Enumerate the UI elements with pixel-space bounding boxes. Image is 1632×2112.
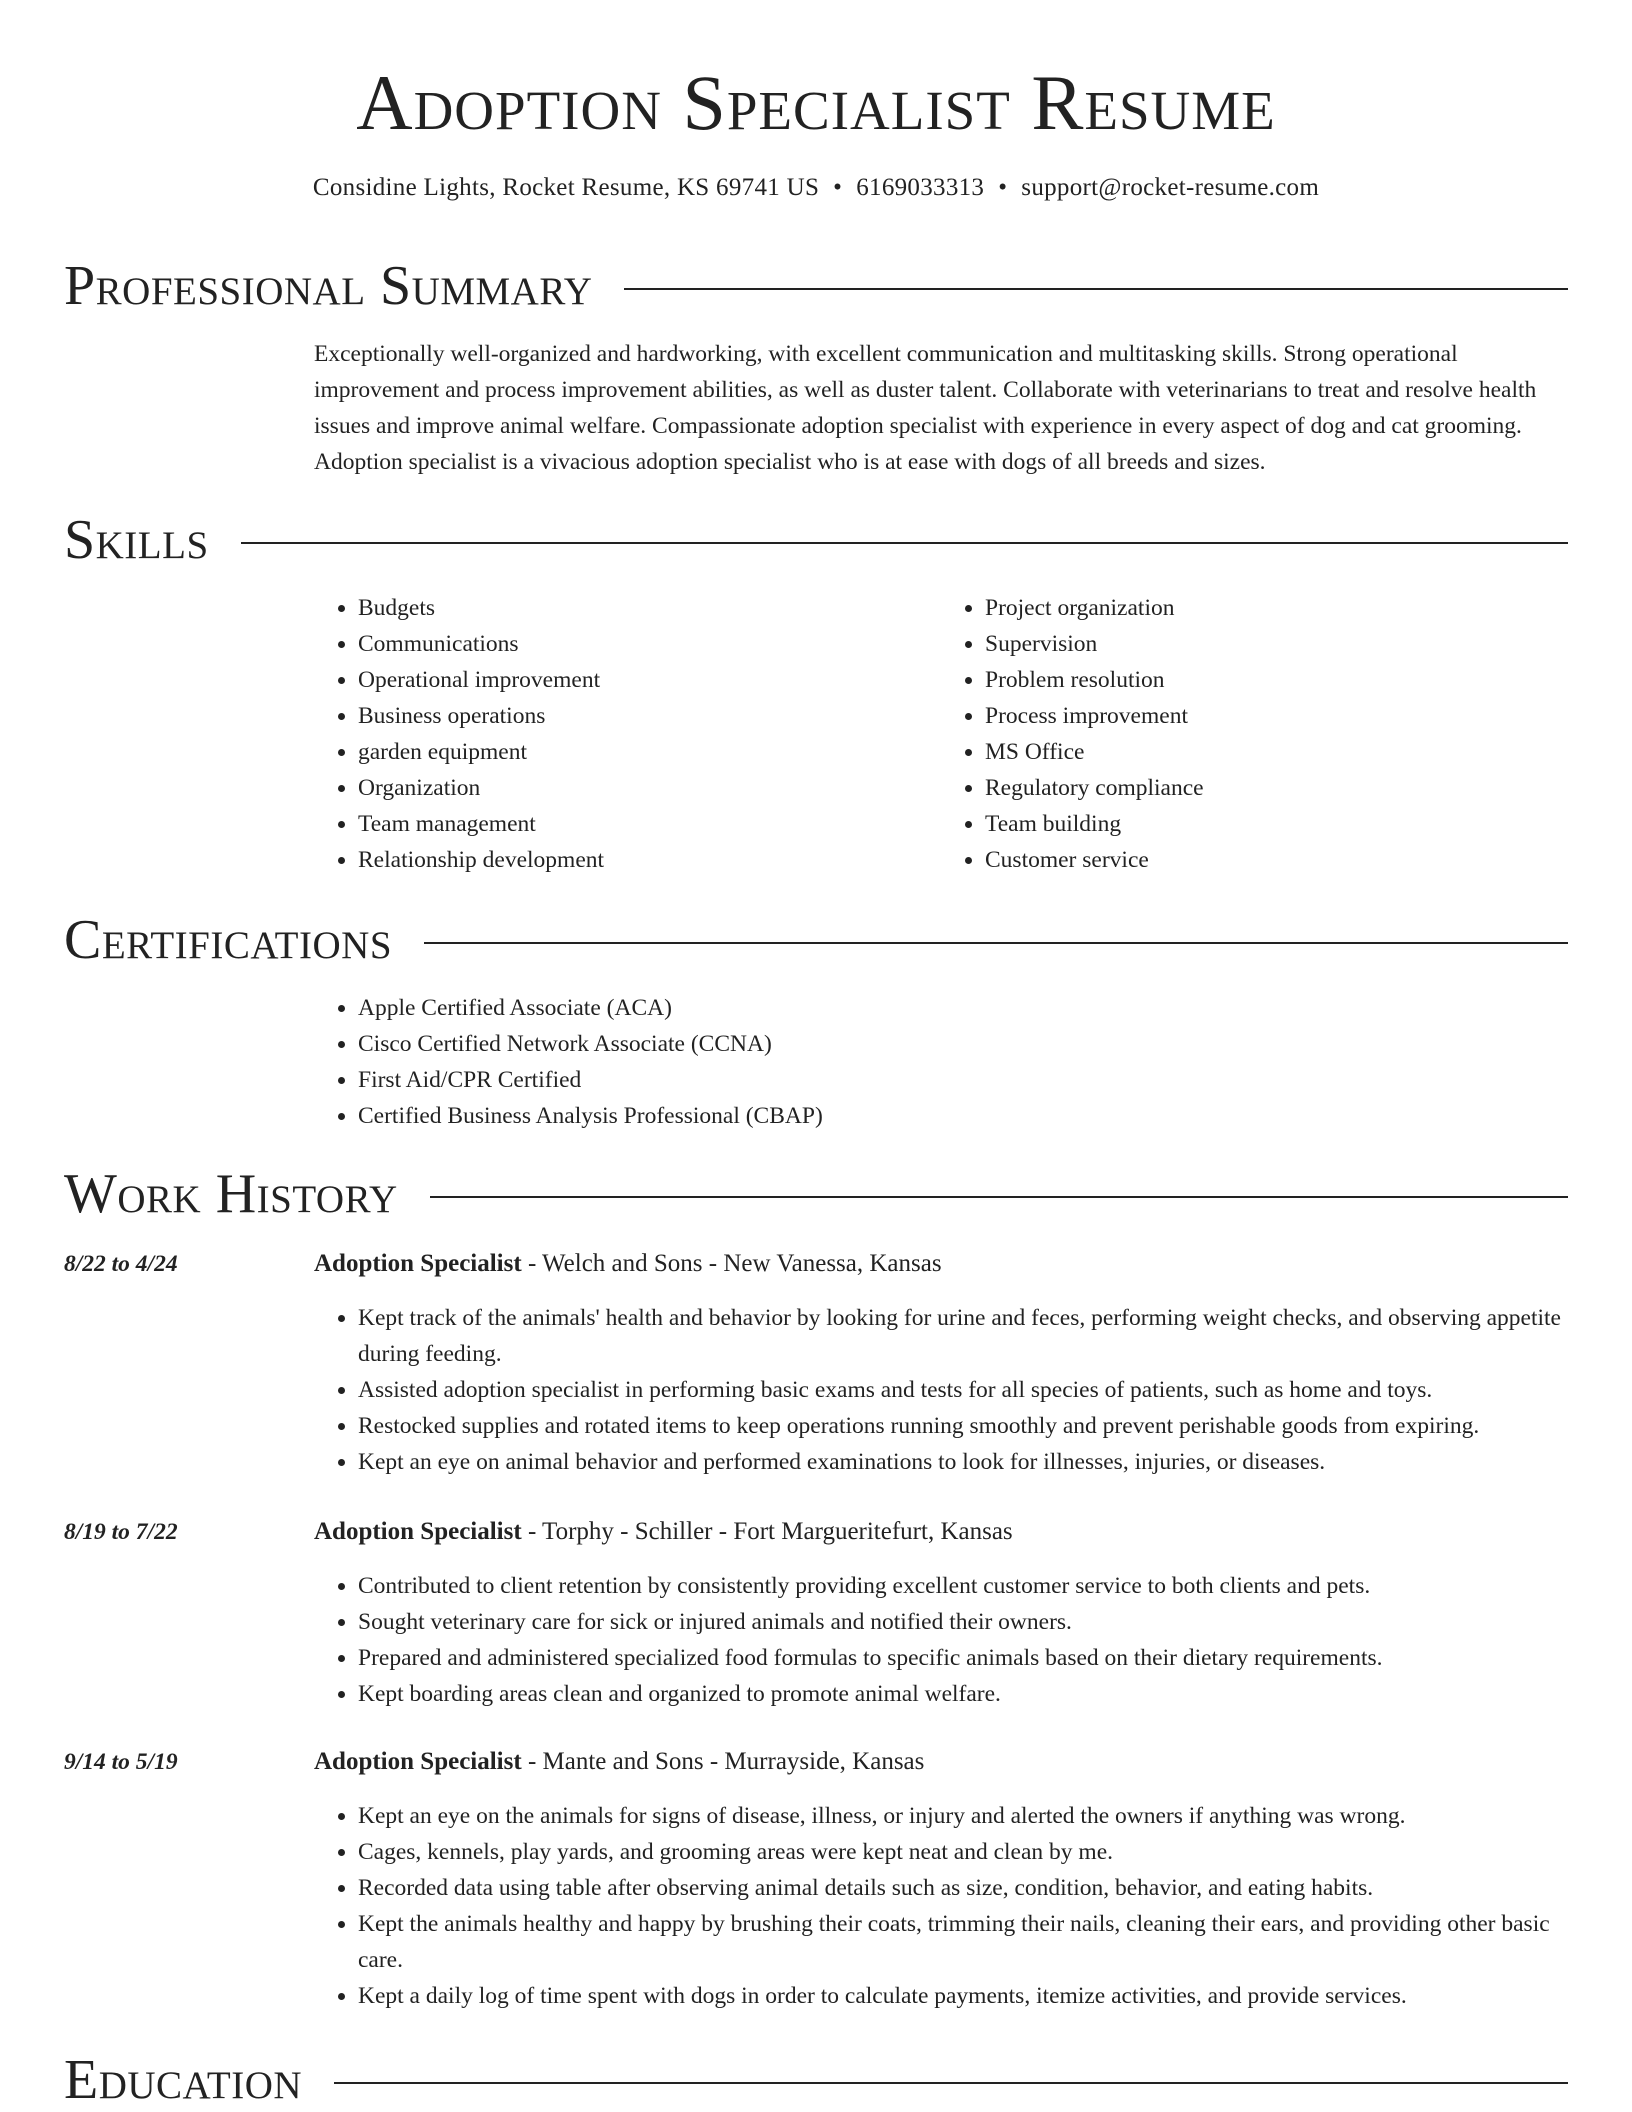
list-item: • Kept an eye on animal behavior and performed examinations to look for illnesses, injuries, or diseases. — [358, 1444, 1568, 1480]
section-header-certifications — [64, 908, 1568, 972]
job-dates: 9/14 to 5/19 — [64, 1749, 178, 1775]
contact-address: Considine Lights, Rocket Resume, KS 69741 US — [312, 174, 820, 201]
list-item: • Team building — [985, 806, 1568, 842]
section-divider — [424, 942, 1568, 944]
contact-separator: • — [833, 174, 843, 201]
list-item: • Sought veterinary care for sick or injured animals and notified their owners. — [358, 1604, 1568, 1640]
list-item: • Kept track of the animals' health and behavior by looking for urine and feces, performing weight checks, and observing appetite during feeding. — [358, 1300, 1568, 1372]
section-divider — [241, 542, 1568, 544]
section-divider — [624, 288, 1568, 290]
section-header-skills — [64, 508, 1568, 572]
job-details: - Mante and Sons - Murrayside, Kansas — [521, 1748, 925, 1775]
summary-text: Exceptionally well-organized and hardworking, with excellent communication and multitasking skills. Strong operational improvement and process improvement abilities, as well as duster talent. Collaborate with veterinarians to treat and resolve health issues and improve animal welfare. Compassionate adoption specialist with experience in every aspect of dog and cat grooming. Adoption specialist is a vivacious adoption specialist who is at ease with dogs of all breeds and sizes. — [314, 341, 1537, 475]
section-header-summary — [64, 254, 1568, 318]
contact-line — [0, 170, 1632, 206]
list-item: • Project organization — [985, 590, 1568, 626]
job-title: Adoption Specialist — [314, 1518, 522, 1545]
job-heading — [314, 1246, 1568, 1282]
list-item: • Kept an eye on the animals for signs of disease, illness, or injury and alerted the owners if anything was wrong. — [358, 1798, 1568, 1834]
list-item: • Apple Certified Associate (ACA) — [358, 990, 1568, 1026]
skills-column-right — [941, 590, 1568, 878]
section-header-education — [64, 2048, 1568, 2112]
list-item: • Restocked supplies and rotated items to keep operations running smoothly and prevent perishable goods from expiring. — [358, 1408, 1568, 1444]
list-item: • First Aid/CPR Certified — [358, 1062, 1568, 1098]
job-bullet-list — [314, 1568, 1568, 1712]
section-title-work-history: Work History — [64, 1163, 398, 1225]
list-item: • Customer service — [985, 842, 1568, 878]
list-item: • Regulatory compliance — [985, 770, 1568, 806]
list-item: • Certified Business Analysis Professional (CBAP) — [358, 1098, 1568, 1134]
job-details: - Torphy - Schiller - Fort Margueritefurt, Kansas — [521, 1518, 1013, 1545]
list-item: • garden equipment — [358, 734, 941, 770]
job-heading — [314, 1744, 1568, 1780]
contact-email: support@rocket-resume.com — [1021, 174, 1320, 201]
skills-column-left — [314, 590, 941, 878]
list-item: • Kept boarding areas clean and organized to promote animal welfare. — [358, 1676, 1568, 1712]
contact-phone: 6169033313 — [856, 174, 985, 201]
list-item: • Business operations — [358, 698, 941, 734]
skills-list — [314, 590, 1568, 878]
job-body — [314, 1744, 1568, 2014]
list-item: • Process improvement — [985, 698, 1568, 734]
section-title-summary: Professional Summary — [64, 255, 593, 317]
page-title: Adoption Specialist Resume — [356, 59, 1276, 146]
list-item: • Budgets — [358, 590, 941, 626]
list-item: • Kept the animals healthy and happy by brushing their coats, trimming their nails, cleaning their ears, and providing other basic care. — [358, 1906, 1568, 1978]
list-item: • Recorded data using table after observing animal details such as size, condition, behavior, and eating habits. — [358, 1870, 1568, 1906]
list-item: • Prepared and administered specialized food formulas to specific animals based on their dietary requirements. — [358, 1640, 1568, 1676]
job-dates: 8/19 to 7/22 — [64, 1519, 178, 1545]
list-item: • Problem resolution — [985, 662, 1568, 698]
list-item: • Communications — [358, 626, 941, 662]
list-item: • Kept a daily log of time spent with dogs in order to calculate payments, itemize activities, and provide services. — [358, 1978, 1568, 2014]
list-item: • Assisted adoption specialist in performing basic exams and tests for all species of patients, such as home and toys. — [358, 1372, 1568, 1408]
list-item: • Cages, kennels, play yards, and grooming areas were kept neat and clean by me. — [358, 1834, 1568, 1870]
list-item: • Relationship development — [358, 842, 941, 878]
job-title: Adoption Specialist — [314, 1748, 522, 1775]
job-title: Adoption Specialist — [314, 1250, 522, 1277]
list-item: • Cisco Certified Network Associate (CCNA) — [358, 1026, 1568, 1062]
certifications-list — [314, 990, 1568, 1134]
section-title-certifications: Certifications — [64, 909, 393, 971]
list-item: • Organization — [358, 770, 941, 806]
job-heading — [314, 1514, 1568, 1550]
job-bullet-list — [314, 1798, 1568, 2014]
section-title-skills: Skills — [64, 509, 209, 571]
section-header-work-history — [64, 1162, 1568, 1226]
job-dates: 8/22 to 4/24 — [64, 1251, 178, 1277]
job-body — [314, 1246, 1568, 1480]
list-item: • Contributed to client retention by consistently providing excellent customer service to both clients and pets. — [358, 1568, 1568, 1604]
certifications-items — [314, 990, 1568, 1134]
job-body — [314, 1514, 1568, 1712]
list-item: • Team management — [358, 806, 941, 842]
list-item: • Operational improvement — [358, 662, 941, 698]
contact-separator: • — [998, 174, 1008, 201]
job-details: - Welch and Sons - New Vanessa, Kansas — [521, 1250, 942, 1277]
list-item: • MS Office — [985, 734, 1568, 770]
section-divider — [430, 1196, 1568, 1198]
section-title-education: Education — [64, 2049, 303, 2111]
job-bullet-list — [314, 1300, 1568, 1480]
section-divider — [334, 2082, 1568, 2084]
list-item: • Supervision — [985, 626, 1568, 662]
